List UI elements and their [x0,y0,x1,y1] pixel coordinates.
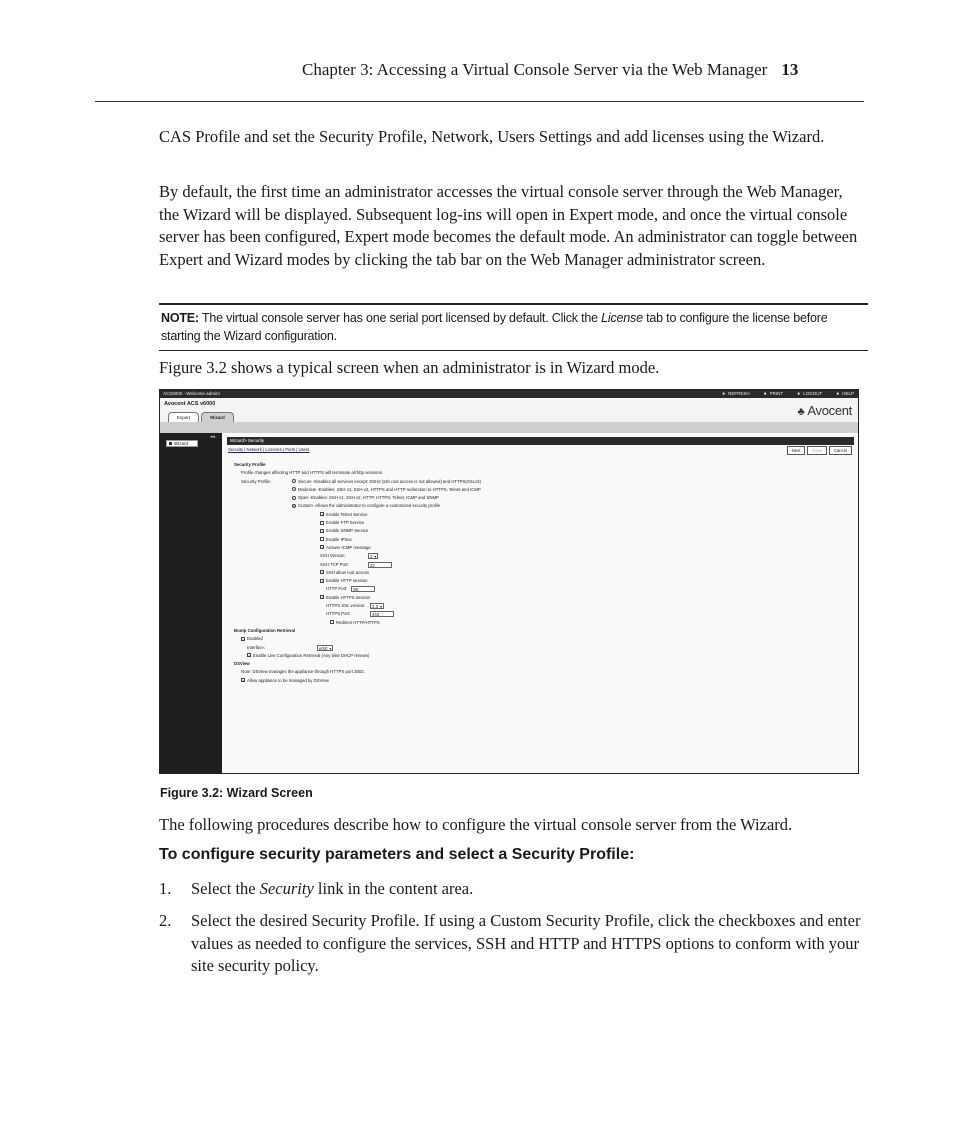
security-profile-label: Security Profile: [241,478,272,484]
step-1-italic: Security [259,879,314,898]
telnet-label: Enable Telnet Service [326,511,368,517]
icmp-checkbox[interactable]: ✓ [321,545,325,551]
sidebar-item-wizard[interactable] [166,440,198,447]
secure-radio[interactable] [292,479,296,483]
header-rule [95,101,864,102]
bootp-heading: Bootp Configuration Retrieval [234,627,296,633]
step-2-number: 2. [159,911,172,930]
profile-note: Profile changes affecting HTTP and HTTPS will terminate all http sessions [241,470,382,476]
app-topbar [160,390,858,398]
wizard-step-links[interactable]: Security | Network | Licenses | Ports | Users [228,447,310,452]
sidebar-item-label: Wizard [174,441,189,446]
ssh-root-label: SSH allow root access [326,569,369,575]
open-radio[interactable] [292,496,296,500]
ssh-version-label: SSH Version: [320,553,346,559]
custom-radio[interactable] [292,504,296,508]
step-2 [159,910,864,978]
help-link[interactable]: ● HELP [836,390,854,398]
ftp-label: Enable FTP Service [326,520,365,526]
topbar-actions [722,390,854,398]
open-label: Open -Enables: SSH v1, SSH v2, HTTP, HTTPS, Telnet, ICMP and SNMP [298,495,439,501]
step-1-number: 1. [159,879,172,898]
ftp-checkbox[interactable] [320,521,324,525]
sidebar [160,433,222,773]
dsview-note: Note: DSView manages the appliance through HTTPS port 3502. [241,669,365,675]
profile-custom-row [234,502,481,510]
moderate-radio[interactable] [292,487,296,491]
next-button[interactable]: Next [787,446,806,455]
ipsec-checkbox[interactable] [320,537,324,541]
live-config-label: Enable Live Configuration Retrieval (Any time DHCP renews) [253,652,370,658]
chapter-title: Chapter 3: Accessing a Virtual Console Server via the Web Manager [302,60,768,79]
moderate-label: Moderate -Enables: SSH v1, SSH v2, HTTPS and HTTP redirection to HTTPS, Telnet and ICMP [298,486,481,492]
page-number: 13 [781,60,799,79]
paragraph-procedures: The following procedures describe how to configure the virtual console server from the Wizard. [159,815,793,834]
app-header [160,398,858,422]
welcome-text: ACS6000 - Welcome admin! [163,391,220,396]
paragraph-default-mode: By default, the first time an administrator accesses the virtual console server through the Web Manager, the Wizard will be displayed. Subsequent log-ins will open in Expert mode, and once the virtual console server has been configured, Expert mode becomes the default mode. An administrator can toggle between Expert and Wizard modes by clicking the tab bar on the Web Manager administrator screen. [159,182,858,269]
content-area [222,433,858,773]
https-ssl-select[interactable]: 2.3 ▾ [370,603,384,609]
refresh-link[interactable]: ● REFRESH [722,390,750,398]
wizard-screen-figure [159,389,859,774]
snmp-checkbox[interactable]: ✓ [321,528,325,534]
redirect-checkbox[interactable] [330,620,334,624]
interface-label: Interface: [247,644,265,650]
wizard-buttons [787,446,852,455]
note-label: NOTE: [161,311,199,325]
interface-select[interactable]: eth0 ▾ [317,645,333,651]
save-button[interactable]: Save [807,446,827,455]
mode-tabs [168,412,234,422]
square-icon [169,442,172,445]
icmp-label: Answer ICMP message [326,544,371,550]
telnet-checkbox[interactable]: ✓ [321,512,325,518]
running-header [302,60,798,80]
http-checkbox[interactable]: ✓ [321,578,325,584]
security-form [234,461,481,685]
dsview-allow-checkbox[interactable]: ✓ [242,678,246,684]
https-port-label: HTTPS Port: [326,611,351,617]
note-box [159,303,868,351]
redirect-label: Redirect HTTP/HTTPS [336,619,380,625]
note-italic: License [601,311,643,325]
paragraph-intro: CAS Profile and set the Security Profile, Network, Users Settings and add licenses using the Wizard. [159,127,825,146]
profile-open-row [234,494,481,502]
product-name: Avocent ACS v6000 [164,401,216,407]
ssh-port-label: SSH TCP Port: [320,561,349,567]
https-label: Enable HTTPS session [326,594,371,600]
snmp-label: Enable SNMP Service [326,528,369,534]
bootp-enabled-checkbox[interactable]: ✓ [242,636,246,642]
security-profile-heading: Security Profile [234,462,266,467]
step-2-text: Select the desired Security Profile. If using a Custom Security Profile, click the checkboxes and enter values as needed to configure the services, SSH and HTTP and HTTPS options to conform with your site security policy. [191,911,861,975]
logout-link[interactable]: ● LOGOUT [797,390,822,398]
http-label: Enable HTTP session [326,578,368,584]
ssh-version-select[interactable]: 2 ▾ [368,553,378,559]
https-port-input[interactable]: 443 [370,611,394,617]
profile-secure-row [234,478,481,486]
collapse-arrows-icon[interactable]: ◂◂ [209,434,215,440]
logo-text: Avocent [807,403,852,418]
bootp-enabled-label: Enabled [247,636,263,642]
https-checkbox[interactable]: ✓ [321,595,325,601]
print-link[interactable]: ● PRINT [764,390,784,398]
ssh-port-input[interactable]: 22 [368,562,392,568]
dsview-allow-label: Allow appliance to be managed by DSView [247,677,329,683]
secure-label: Secure -Disables all services except: SSH2 (ssh root access is not allowed) and HTTPS(SSLv3) [298,478,481,484]
content-title: Wizard> Security [227,437,854,445]
paragraph-figure-ref: Figure 3.2 shows a typical screen when an administrator is in Wizard mode. [159,358,660,377]
procedure-title: To configure security parameters and select a Security Profile: [159,846,635,863]
custom-label: Custom -Allows the administrator to configure a customized security profile [298,503,441,509]
step-1 [159,878,864,901]
http-port-label: HTTP Port: [326,586,348,592]
note-text-after: tab to configure the license before starting the Wizard configuration. [161,311,828,343]
http-port-input[interactable]: 80 [351,586,375,592]
tab-wizard[interactable]: Wizard [201,412,234,422]
avocent-logo-icon: ♣ [797,406,805,418]
avocent-logo [797,403,852,418]
ipsec-label: Enable IPSec [326,536,353,542]
tab-expert[interactable]: Expert [168,412,199,422]
cancel-button[interactable]: Cancel [829,446,852,455]
step-1-before: Select the [191,879,256,898]
step-1-after: link in the content area. [317,879,474,898]
live-config-checkbox[interactable]: ✓ [248,653,252,659]
note-text-before: The virtual console server has one serial port licensed by default. Click the [201,311,598,325]
https-ssl-label: HTTPS SSL version: [326,603,366,609]
ssh-root-checkbox[interactable]: ✓ [321,570,325,576]
dsview-heading: DSView [234,661,250,667]
tab-bar-strip [160,422,858,433]
profile-moderate-row [234,486,481,494]
figure-caption: Figure 3.2: Wizard Screen [160,786,313,800]
